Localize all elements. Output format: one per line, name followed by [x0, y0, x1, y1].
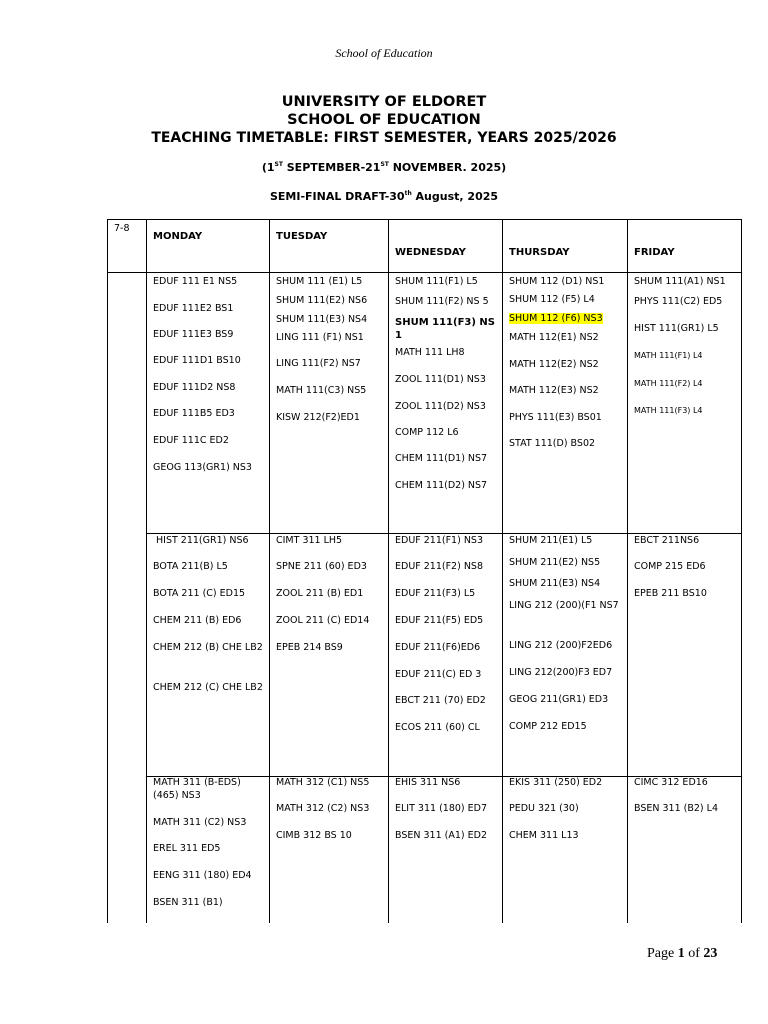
- semester-dates: (1ST SEPTEMBER-21ST NOVEMBER. 2025): [261, 161, 507, 174]
- course-entry: BSEN 311 (A1) ED2: [395, 830, 487, 841]
- course-entry: ZOOL 111(D2) NS3: [395, 401, 486, 412]
- course-entry: EDUF 211(C) ED 3: [395, 669, 482, 680]
- course-entry: SHUM 111(F1) L5: [395, 276, 478, 287]
- course-entry: EREL 311 ED5: [153, 843, 221, 854]
- time-slot-label: 7-8: [114, 223, 130, 234]
- course-entry: STAT 111(D) BS02: [509, 438, 596, 449]
- grid-vertical-rule: [388, 219, 389, 923]
- course-entry: CIMB 312 BS 10: [276, 830, 352, 841]
- running-head: School of Education: [335, 46, 433, 60]
- grid-vertical-rule: [502, 219, 503, 923]
- grid-vertical-rule: [269, 219, 270, 923]
- course-entry: EPEB 214 BS9: [276, 642, 343, 653]
- course-entry: COMP 212 ED15: [509, 721, 587, 732]
- course-entry: SHUM 111(F3) NS 1: [395, 317, 495, 341]
- page-number: Page 1 of 23: [647, 946, 718, 961]
- course-entry: LING 212 (200)(F1 NS7: [509, 600, 619, 611]
- title-timetable: TEACHING TIMETABLE: FIRST SEMESTER, YEARS 2025/2026: [151, 130, 617, 146]
- grid-vertical-rule: [107, 219, 108, 923]
- course-entry: MATH 112(E1) NS2: [509, 332, 599, 343]
- course-entry: BOTA 211(B) L5: [153, 561, 228, 572]
- course-entry: EDUF 211(F5) ED5: [395, 615, 484, 626]
- header-thursday: THURSDAY: [509, 247, 570, 258]
- header-friday: FRIDAY: [634, 247, 675, 258]
- course-entry: CHEM 111(D2) NS7: [395, 480, 488, 491]
- course-entry: SHUM 111(F2) NS 5: [395, 296, 489, 307]
- course-entry: CHEM 212 (C) CHE LB2: [153, 682, 263, 693]
- course-entry: EDUF 211(F1) NS3: [395, 535, 484, 546]
- course-entry: EDUF 111D1 BS10: [153, 355, 241, 366]
- course-entry: SHUM 111(A1) NS1: [634, 276, 726, 287]
- grid-vertical-rule: [146, 219, 147, 923]
- course-entry: BOTA 211 (C) ED15: [153, 588, 246, 599]
- course-entry: ZOOL 211 (B) ED1: [276, 588, 364, 599]
- course-entry: SHUM 211(E1) L5: [509, 535, 593, 546]
- course-entry: SHUM 111(E3) NS4: [276, 314, 368, 325]
- grid-horizontal-rule: [107, 219, 742, 220]
- course-entry: HIST 111(GR1) L5: [634, 323, 719, 334]
- course-entry: SHUM 111(E2) NS6: [276, 295, 368, 306]
- course-entry: CHEM 111(D1) NS7: [395, 453, 488, 464]
- course-entry: GEOG 113(GR1) NS3: [153, 462, 252, 473]
- course-entry: MATH 112(E2) NS2: [509, 359, 599, 370]
- course-entry: SHUM 112 (F5) L4: [509, 294, 595, 305]
- grid-vertical-rule: [627, 219, 628, 923]
- course-entry: MATH 311 (C2) NS3: [153, 817, 247, 828]
- course-entry: ZOOL 111(D1) NS3: [395, 374, 486, 385]
- header-tuesday: TUESDAY: [276, 231, 328, 242]
- grid-vertical-rule: [741, 219, 742, 923]
- course-entry: EDUF 111C ED2: [153, 435, 229, 446]
- course-entry: MATH 111 LH8: [395, 347, 465, 358]
- course-entry: MATH 111(C3) NS5: [276, 385, 367, 396]
- course-entry: LING 111 (F1) NS1: [276, 332, 364, 343]
- course-entry: EBCT 211 (70) ED2: [395, 695, 486, 706]
- course-entry: EKIS 311 (250) ED2: [509, 777, 603, 788]
- course-entry: PHYS 111(E3) BS01: [509, 412, 602, 423]
- course-entry: MATH 111(F2) L4: [634, 379, 703, 388]
- course-entry: EENG 311 (180) ED4: [153, 870, 252, 881]
- header-monday: MONDAY: [153, 231, 203, 242]
- course-entry: SHUM 211(E2) NS5: [509, 557, 601, 568]
- course-entry: CIMT 311 LH5: [276, 535, 343, 546]
- course-entry: SHUM 112 (F6) NS3: [509, 313, 603, 324]
- course-entry: CHEM 212 (B) CHE LB2: [153, 642, 263, 653]
- course-entry: MATH 312 (C1) NS5: [276, 777, 370, 788]
- header-wednesday: WEDNESDAY: [395, 247, 466, 258]
- course-entry: KISW 212(F2)ED1: [276, 412, 360, 423]
- course-entry: EDUF 111D2 NS8: [153, 382, 236, 393]
- course-entry: BSEN 311 (B2) L4: [634, 803, 718, 814]
- course-entry: EDUF 111B5 ED3: [153, 408, 235, 419]
- course-entry: EDUF 211(F3) L5: [395, 588, 476, 599]
- course-entry: EDUF 111E2 BS1: [153, 303, 234, 314]
- course-entry: MATH 112(E3) NS2: [509, 385, 599, 396]
- course-entry: EPEB 211 BS10: [634, 588, 707, 599]
- title-university: UNIVERSITY OF ELDORET: [281, 94, 487, 110]
- course-entry: PEDU 321 (30): [509, 803, 579, 814]
- course-entry: COMP 215 ED6: [634, 561, 706, 572]
- course-entry: SHUM 112 (D1) NS1: [509, 276, 605, 287]
- course-entry: CHEM 311 L13: [509, 830, 579, 841]
- course-entry: LING 212(200)F3 ED7: [509, 667, 613, 678]
- course-entry: EDUF 111 E1 NS5: [153, 276, 238, 287]
- course-entry: PHYS 111(C2) ED5: [634, 296, 723, 307]
- course-entry: ZOOL 211 (C) ED14: [276, 615, 370, 626]
- course-entry: MATH 312 (C2) NS3: [276, 803, 370, 814]
- course-entry: LING 111(F2) NS7: [276, 358, 361, 369]
- course-entry: SHUM 211(E3) NS4: [509, 578, 601, 589]
- course-entry: SPNE 211 (60) ED3: [276, 561, 367, 572]
- draft-note: SEMI-FINAL DRAFT-30th August, 2025: [269, 190, 499, 203]
- course-entry: CIMC 312 ED16: [634, 777, 708, 788]
- course-entry: EHIS 311 NS6: [395, 777, 461, 788]
- course-entry: EDUF 211(F2) NS8: [395, 561, 484, 572]
- course-entry: GEOG 211(GR1) ED3: [509, 694, 609, 705]
- course-entry: SHUM 111 (E1) L5: [276, 276, 363, 287]
- course-entry: COMP 112 L6: [395, 427, 459, 438]
- course-entry: MATH 111(F1) L4: [634, 351, 703, 360]
- course-entry: EDUF 211(F6)ED6: [395, 642, 481, 653]
- course-entry: HIST 211(GR1) NS6: [156, 535, 249, 546]
- course-entry: EDUF 111E3 BS9: [153, 329, 234, 340]
- title-school: SCHOOL OF EDUCATION: [287, 112, 481, 128]
- course-entry: LING 212 (200)F2ED6: [509, 640, 613, 651]
- course-entry: ECOS 211 (60) CL: [395, 722, 480, 733]
- course-entry: ELIT 311 (180) ED7: [395, 803, 487, 814]
- course-entry: MATH 311 (B-EDS) (465) NS3: [153, 777, 241, 801]
- course-entry: MATH 111(F3) L4: [634, 406, 703, 415]
- course-entry: CHEM 211 (B) ED6: [153, 615, 242, 626]
- course-entry: BSEN 311 (B1): [153, 897, 223, 908]
- grid-horizontal-rule: [107, 272, 742, 273]
- course-entry: EBCT 211NS6: [634, 535, 700, 546]
